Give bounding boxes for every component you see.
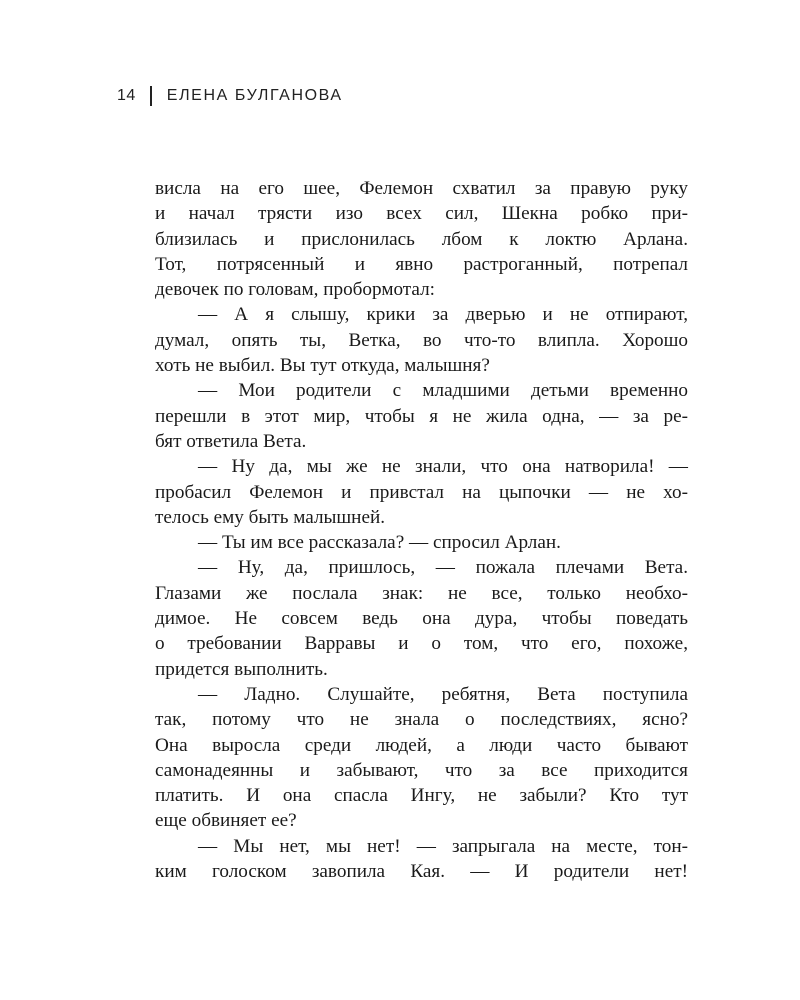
body-text bbox=[155, 176, 688, 884]
text-line: и начал трясти изо всех сил, Шекна робко при- bbox=[155, 203, 688, 225]
text-line: Глазами же послала знак: не все, только необхо- bbox=[155, 582, 688, 604]
text-line: девочек по головам, пробормотал: bbox=[155, 279, 436, 301]
text-line: Она выросла среди людей, а люди часто бывают bbox=[155, 734, 688, 756]
text-line: перешли в этот мир, чтобы я не жила одна, — за ре- bbox=[155, 405, 688, 427]
text-line: — Ладно. Слушайте, ребятня, Вета поступила bbox=[198, 683, 688, 705]
text-line: — Мои родители с младшими детьми временно bbox=[198, 380, 688, 402]
text-line: думал, опять ты, Ветка, во что-то влипла. Хорошо bbox=[155, 329, 688, 351]
text-line: еще обвиняет ее? bbox=[155, 810, 297, 832]
text-line: висла на его шее, Фелемон схватил за правую руку bbox=[155, 178, 688, 199]
author-name: ЕЛЕНА БУЛГАНОВА bbox=[166, 87, 343, 104]
running-header bbox=[117, 84, 343, 108]
text-line: хоть не выбил. Вы тут откуда, малышня? bbox=[155, 355, 490, 377]
text-line: бят ответила Вета. bbox=[155, 430, 307, 452]
text-line: о требовании Варравы и о том, что его, похоже, bbox=[155, 633, 688, 655]
text-line: придется выполнить. bbox=[155, 658, 328, 680]
text-line: димое. Не совсем ведь она дура, чтобы поведать bbox=[155, 608, 688, 630]
text-line: Тот, потрясенный и явно растроганный, потрепал bbox=[155, 253, 688, 275]
page-number: 14 bbox=[117, 87, 136, 104]
text-line: — Ну, да, пришлось, — пожала плечами Вета. bbox=[198, 557, 688, 579]
text-line: — А я слышу, крики за дверью и не отпирают, bbox=[198, 304, 688, 326]
text-line: — Ну да, мы же не знали, что она натворила! — bbox=[198, 456, 688, 478]
text-line: пробасил Фелемон и привстал на цыпочки — не хо- bbox=[155, 481, 688, 503]
text-line: самонадеянны и забывают, что за все приходится bbox=[155, 759, 688, 781]
header-divider bbox=[150, 86, 152, 106]
text-line: телось ему быть малышней. bbox=[155, 506, 386, 528]
text-line: ким голоском завопила Кая. — И родители нет! bbox=[155, 861, 688, 883]
text-line: так, потому что не знала о последствиях, ясно? bbox=[155, 709, 688, 731]
text-line: платить. И она спасла Ингу, не забыли? Кто тут bbox=[155, 785, 688, 807]
text-line: близилась и прислонилась лбом к локтю Арлана. bbox=[155, 228, 688, 250]
text-line: — Мы нет, мы нет! — запрыгала на месте, тон- bbox=[198, 835, 688, 857]
text-line: — Ты им все рассказала? — спросил Арлан. bbox=[198, 532, 561, 554]
